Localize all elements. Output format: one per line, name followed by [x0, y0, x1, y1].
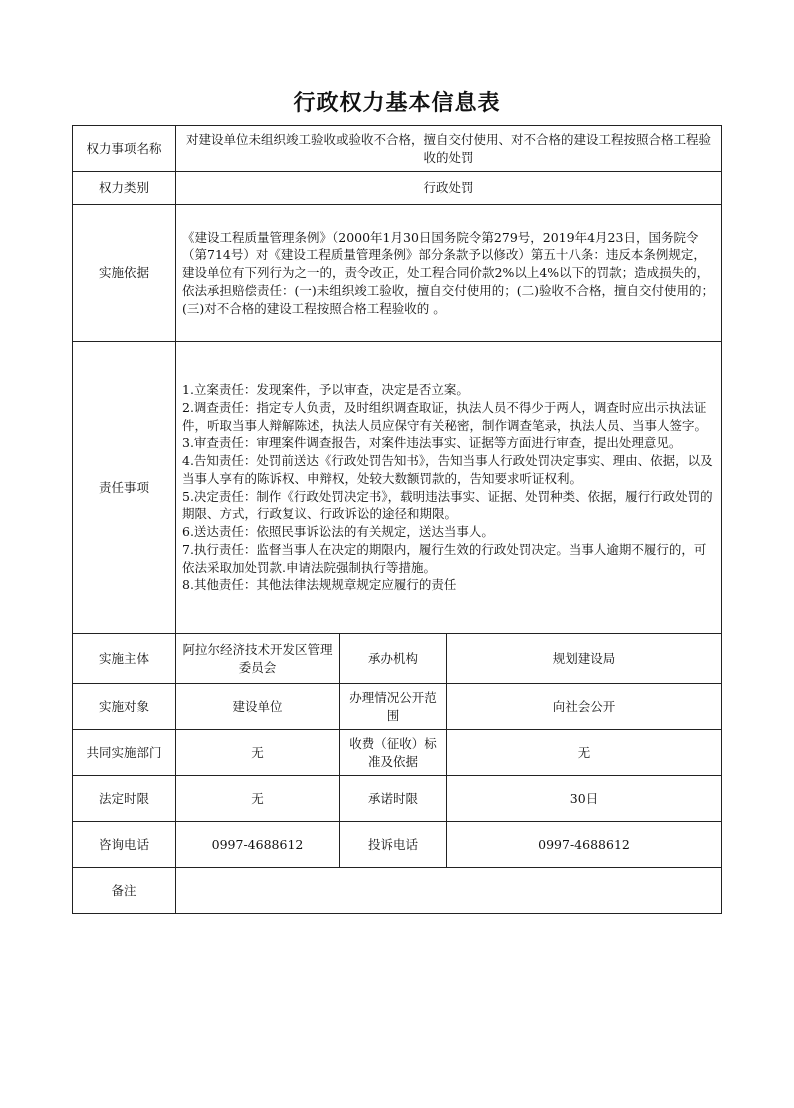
info-table — [72, 125, 722, 914]
row-basis — [73, 205, 722, 342]
value-power-name: 对建设单位未组织竣工验收或验收不合格，擅自交付使用、对不合格的建设工程按照合格工程验收的处罚 — [176, 126, 722, 172]
row-time-limit — [73, 776, 722, 822]
duty-item: 2.调查责任：指定专人负责，及时组织调查取证，执法人员不得少于两人，调查时应出示执法证件，听取当事人辩解陈述，执法人员应保守有关秘密，制作调查笔录，执法人员、当事人签字。 — [182, 399, 708, 433]
value-power-category: 行政处罚 — [176, 172, 722, 205]
value-promised-time-limit: 30日 — [447, 776, 722, 822]
label-joint-dept: 共同实施部门 — [73, 730, 176, 776]
value-consult-phone: 0997-4688612 — [176, 822, 340, 868]
label-promised-time-limit: 承诺时限 — [340, 776, 447, 822]
row-phone — [73, 822, 722, 868]
row-power-name — [73, 126, 722, 172]
label-disclosure-scope: 办理情况公开范围 — [340, 684, 447, 730]
label-target: 实施对象 — [73, 684, 176, 730]
label-agency: 承办机构 — [340, 634, 447, 684]
label-remark: 备注 — [73, 868, 176, 914]
value-duty — [176, 342, 722, 634]
document-title: 行政权力基本信息表 — [293, 90, 501, 116]
value-agency: 规划建设局 — [447, 634, 722, 684]
duty-item: 6.送达责任：依照民事诉讼法的有关规定，送达当事人。 — [182, 524, 494, 539]
row-subject — [73, 634, 722, 684]
value-legal-time-limit: 无 — [176, 776, 340, 822]
label-complaint-phone: 投诉电话 — [340, 822, 447, 868]
duty-item: 3.审查责任：审理案件调查报告，对案件违法事实、证据等方面进行审查，提出处理意见。 — [182, 435, 682, 451]
row-target — [73, 684, 722, 730]
row-joint-dept — [73, 730, 722, 776]
duty-item: 8.其他责任：其他法律法规规章规定应履行的责任 — [182, 577, 457, 593]
value-joint-dept: 无 — [176, 730, 340, 776]
duty-item: 7.执行责任：监督当事人在决定的期限内，履行生效的行政处罚决定。当事人逾期不履行的，可依法采取加处罚款.申请法院强制执行等措施。 — [182, 541, 707, 575]
label-fee-standard: 收费（征收）标准及依据 — [340, 730, 447, 776]
label-power-name: 权力事项名称 — [73, 126, 176, 172]
label-legal-time-limit: 法定时限 — [73, 776, 176, 822]
label-duty: 责任事项 — [73, 342, 176, 634]
value-complaint-phone: 0997-4688612 — [447, 822, 722, 868]
label-subject: 实施主体 — [73, 634, 176, 684]
value-fee-standard: 无 — [447, 730, 722, 776]
duty-item: 1.立案责任：发现案件，予以审查，决定是否立案。 — [182, 382, 469, 397]
duty-item: 5.决定责任：制作《行政处罚决定书》，载明违法事实、证据、处罚种类、依据，履行行政处罚的期限、方式，行政复议、行政诉讼的途径和期限。 — [182, 488, 713, 522]
label-consult-phone: 咨询电话 — [73, 822, 176, 868]
row-power-category — [73, 172, 722, 205]
value-target: 建设单位 — [176, 684, 340, 730]
label-power-category: 权力类别 — [73, 172, 176, 205]
value-subject: 阿拉尔经济技术开发区管理委员会 — [176, 634, 340, 684]
row-remark — [73, 868, 722, 914]
row-duty — [73, 342, 722, 634]
label-basis: 实施依据 — [73, 205, 176, 342]
value-disclosure-scope: 向社会公开 — [447, 684, 722, 730]
value-basis: 《建设工程质量管理条例》（2000年1月30日国务院令第279号，2019年4月23日，国务院令（第714号）对《建设工程质量管理条例》部分条款予以修改）第五十八条：违反本条例规定，建设单位有下列行为之一的，责令改正，处工程合同价款2%以上4%以下的罚款；造成损失的，依法承担赔偿责任：(一)未组织竣工验收，擅自交付使用的；(二)验收不合格，擅自交付使用的；(三)对不合格的建设工程按照合格工程验收的 。 — [176, 205, 722, 342]
value-remark — [176, 868, 722, 914]
duty-item: 4.告知责任：处罚前送达《行政处罚告知书》，告知当事人行政处罚决定事实、理由、依据，以及当事人享有的陈诉权、申辩权，处较大数额罚款的，告知要求听证权利。 — [182, 453, 713, 486]
